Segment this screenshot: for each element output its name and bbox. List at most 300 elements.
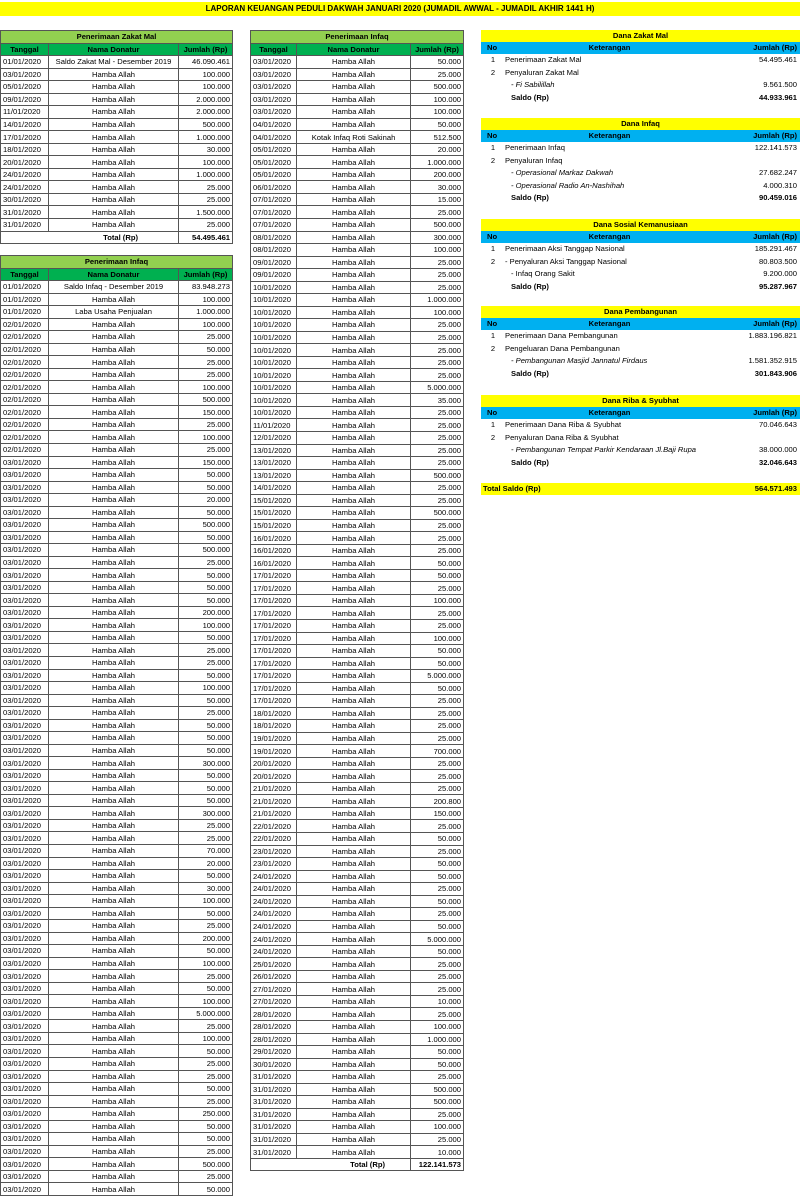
cell-jumlah: 50.000 <box>411 1046 464 1059</box>
table-row <box>1 1183 233 1196</box>
panel-row <box>481 281 800 294</box>
cell-jumlah: 25.000 <box>411 356 464 369</box>
cell-tanggal: 03/01/2020 <box>1 882 49 895</box>
cell-jumlah: 25.000 <box>179 1170 233 1183</box>
cell-jumlah: 100.000 <box>179 895 233 908</box>
cell-jumlah: 25.000 <box>411 782 464 795</box>
panel-row <box>481 142 800 155</box>
cell-jumlah: 25.000 <box>179 644 233 657</box>
cell-nama-donatur: Hamba Allah <box>49 870 179 883</box>
panel-row <box>481 79 800 92</box>
table-row <box>1 519 233 532</box>
cell-jumlah: 100.000 <box>179 619 233 632</box>
cell-nama-donatur: Hamba Allah <box>49 481 179 494</box>
cell-jumlah: 1.000.000 <box>411 156 464 169</box>
cell-jumlah: 150.000 <box>411 807 464 820</box>
cell-nama-donatur: Hamba Allah <box>49 494 179 507</box>
cell-nama-donatur: Hamba Allah <box>49 569 179 582</box>
row-keterangan: Penerimaan Dana Pembangunan <box>505 331 618 340</box>
table-row <box>1 932 233 945</box>
cell-tanggal: 01/01/2020 <box>1 281 49 294</box>
cell-jumlah: 300.000 <box>179 757 233 770</box>
table-row <box>1 1045 233 1058</box>
table-row <box>1 118 233 131</box>
table-row <box>251 1058 464 1071</box>
table-row <box>251 432 464 445</box>
row-no <box>481 444 505 457</box>
cell-jumlah: 25.000 <box>411 908 464 921</box>
cell-nama-donatur: Hamba Allah <box>49 957 179 970</box>
cell-nama-donatur: Hamba Allah <box>49 932 179 945</box>
panel-row <box>481 67 800 80</box>
col-jumlah: Jumlah (Rp) <box>411 43 464 56</box>
cell-tanggal: 24/01/2020 <box>1 181 49 194</box>
table-row <box>251 181 464 194</box>
col-jumlah: Jumlah (Rp) <box>753 131 797 140</box>
table-row <box>251 1008 464 1021</box>
table-row <box>1 657 233 670</box>
cell-jumlah: 500.000 <box>179 118 233 131</box>
table-row <box>251 707 464 720</box>
table-row <box>251 770 464 783</box>
row-jumlah: 38.000.000 <box>758 445 797 454</box>
row-keterangan: Pengeluaran Dana Pembangunan <box>505 343 620 353</box>
row-keterangan: Saldo (Rp) <box>511 281 549 291</box>
cell-jumlah: 1.000.000 <box>411 294 464 307</box>
cell-jumlah: 500.000 <box>179 519 233 532</box>
cell-tanggal: 13/01/2020 <box>251 457 297 470</box>
col-no: No <box>487 43 498 52</box>
row-no <box>481 281 505 294</box>
cell-jumlah: 25.000 <box>411 544 464 557</box>
row-keterangan: - Fi Sabilillah <box>511 80 555 89</box>
table-row <box>1 1158 233 1171</box>
cell-tanggal: 26/01/2020 <box>251 970 297 983</box>
table-row <box>251 732 464 745</box>
row-jumlah <box>714 343 800 356</box>
cell-tanggal: 03/01/2020 <box>1 569 49 582</box>
cell-tanggal: 18/01/2020 <box>251 720 297 733</box>
cell-tanggal: 03/01/2020 <box>1 932 49 945</box>
cell-tanggal: 03/01/2020 <box>1 506 49 519</box>
cell-nama-donatur: Hamba Allah <box>49 81 179 94</box>
cell-jumlah: 25.000 <box>411 845 464 858</box>
cell-jumlah: 1.000.000 <box>411 1033 464 1046</box>
cell-nama-donatur: Hamba Allah <box>49 707 179 720</box>
cell-tanggal: 03/01/2020 <box>1 1158 49 1171</box>
table-row <box>251 858 464 871</box>
cell-nama-donatur: Hamba Allah <box>49 156 179 169</box>
cell-tanggal: 03/01/2020 <box>1 619 49 632</box>
table-row <box>1 306 233 319</box>
cell-jumlah: 30.000 <box>179 882 233 895</box>
cell-nama-donatur: Hamba Allah <box>49 168 179 181</box>
cell-jumlah: 500.000 <box>411 218 464 231</box>
table-row <box>251 131 464 144</box>
cell-nama-donatur: Hamba Allah <box>297 807 411 820</box>
cell-jumlah: 25.000 <box>411 406 464 419</box>
cell-nama-donatur: Hamba Allah <box>49 343 179 356</box>
cell-nama-donatur: Hamba Allah <box>297 607 411 620</box>
cell-jumlah: 50.000 <box>179 769 233 782</box>
row-no: 1 <box>490 55 496 64</box>
cell-nama-donatur: Hamba Allah <box>49 657 179 670</box>
table-row <box>251 394 464 407</box>
table-row <box>1 181 233 194</box>
row-no <box>481 355 505 368</box>
cell-tanggal: 03/01/2020 <box>1 1145 49 1158</box>
cell-jumlah: 25.000 <box>411 707 464 720</box>
table-row <box>1 131 233 144</box>
cell-tanggal: 24/01/2020 <box>251 920 297 933</box>
cell-tanggal: 24/01/2020 <box>251 908 297 921</box>
table-row <box>251 670 464 683</box>
zakat-total-label: Total (Rp) <box>1 231 179 244</box>
row-no: 2 <box>490 155 496 165</box>
table-row <box>251 933 464 946</box>
cell-nama-donatur: Hamba Allah <box>297 369 411 382</box>
cell-nama-donatur: Hamba Allah <box>297 1020 411 1033</box>
cell-nama-donatur: Hamba Allah <box>297 1008 411 1021</box>
col-nama-donatur: Nama Donatur <box>49 268 179 281</box>
cell-nama-donatur: Hamba Allah <box>49 1108 179 1121</box>
row-keterangan: Penerimaan Infaq <box>505 143 565 152</box>
table-row <box>251 344 464 357</box>
infaq-mid-title: Penerimaan Infaq <box>251 31 464 44</box>
cell-jumlah: 50.000 <box>179 982 233 995</box>
table-row <box>251 168 464 181</box>
row-no: 2 <box>490 343 496 353</box>
cell-tanggal: 18/01/2020 <box>1 143 49 156</box>
col-no: No <box>487 408 498 417</box>
row-keterangan: - Pembangunan Tempat Parkir Kendaraan Jl.Baji Rupa <box>511 445 697 454</box>
row-no: 1 <box>490 143 496 152</box>
panel-row <box>481 155 800 168</box>
panel-row <box>481 457 800 470</box>
cell-jumlah: 500.000 <box>411 507 464 520</box>
cell-nama-donatur: Hamba Allah <box>297 745 411 758</box>
cell-jumlah: 50.000 <box>179 531 233 544</box>
table-row <box>1 694 233 707</box>
cell-nama-donatur: Hamba Allah <box>49 606 179 619</box>
panel-row <box>481 180 800 193</box>
table-row <box>251 218 464 231</box>
cell-jumlah: 100.000 <box>179 81 233 94</box>
col-keterangan: Keterangan <box>588 43 631 52</box>
table-row <box>251 406 464 419</box>
table-row <box>251 895 464 908</box>
row-no: 1 <box>490 420 496 429</box>
cell-tanggal: 24/01/2020 <box>251 883 297 896</box>
cell-tanggal: 03/01/2020 <box>1 481 49 494</box>
cell-tanggal: 03/01/2020 <box>1 68 49 81</box>
table-row <box>251 244 464 257</box>
cell-jumlah: 500.000 <box>179 1158 233 1171</box>
cell-tanggal: 24/01/2020 <box>251 870 297 883</box>
cell-tanggal: 10/01/2020 <box>251 344 297 357</box>
cell-nama-donatur: Hamba Allah <box>49 506 179 519</box>
panel-header <box>481 407 800 419</box>
table-row <box>251 306 464 319</box>
table-row <box>1 794 233 807</box>
cell-nama-donatur: Hamba Allah <box>297 507 411 520</box>
table-row <box>251 820 464 833</box>
cell-jumlah: 10.000 <box>411 1146 464 1159</box>
cell-jumlah: 50.000 <box>179 1045 233 1058</box>
row-jumlah: 1.883.196.821 <box>748 331 797 340</box>
cell-nama-donatur: Hamba Allah <box>297 732 411 745</box>
cell-jumlah: 200.800 <box>411 795 464 808</box>
cell-jumlah: 25.000 <box>411 820 464 833</box>
cell-tanggal: 03/01/2020 <box>1 694 49 707</box>
table-row <box>251 1133 464 1146</box>
cell-jumlah: 25.000 <box>411 269 464 282</box>
table-row <box>251 256 464 269</box>
cell-tanggal: 03/01/2020 <box>1 1032 49 1045</box>
cell-jumlah: 25.000 <box>179 418 233 431</box>
cell-tanggal: 03/01/2020 <box>1 757 49 770</box>
cell-jumlah: 25.000 <box>411 519 464 532</box>
cell-tanggal: 31/01/2020 <box>251 1108 297 1121</box>
row-keterangan: Penerimaan Zakat Mal <box>505 55 582 64</box>
infaq-total-label: Total (Rp) <box>251 1158 411 1171</box>
table-row <box>1 807 233 820</box>
panel-row <box>481 355 800 368</box>
cell-tanggal: 24/01/2020 <box>251 933 297 946</box>
table-row <box>1 832 233 845</box>
panel-row <box>481 167 800 180</box>
table-row <box>251 870 464 883</box>
cell-jumlah: 25.000 <box>411 419 464 432</box>
cell-tanggal: 10/01/2020 <box>251 356 297 369</box>
cell-tanggal: 03/01/2020 <box>1 1045 49 1058</box>
cell-tanggal: 03/01/2020 <box>1 732 49 745</box>
row-jumlah: 44.933.961 <box>758 92 797 102</box>
panel-title: Dana Sosial Kemanusiaan <box>481 219 800 231</box>
table-row <box>1 631 233 644</box>
cell-nama-donatur: Hamba Allah <box>49 1070 179 1083</box>
cell-jumlah: 1.000.000 <box>179 306 233 319</box>
cell-nama-donatur: Hamba Allah <box>297 845 411 858</box>
cell-tanggal: 03/01/2020 <box>251 68 297 81</box>
cell-tanggal: 31/01/2020 <box>251 1096 297 1109</box>
table-row <box>1 1133 233 1146</box>
col-no: No <box>487 319 498 328</box>
row-jumlah <box>714 155 800 168</box>
cell-nama-donatur: Hamba Allah <box>49 356 179 369</box>
cell-nama-donatur: Hamba Allah <box>49 819 179 832</box>
cell-tanggal: 03/01/2020 <box>1 982 49 995</box>
table-row <box>251 482 464 495</box>
cell-jumlah: 100.000 <box>411 1020 464 1033</box>
cell-tanggal: 25/01/2020 <box>251 958 297 971</box>
cell-jumlah: 50.000 <box>411 870 464 883</box>
cell-nama-donatur: Hamba Allah <box>297 933 411 946</box>
cell-jumlah: 100.000 <box>411 93 464 106</box>
cell-jumlah: 50.000 <box>179 1133 233 1146</box>
cell-jumlah: 500.000 <box>179 544 233 557</box>
cell-nama-donatur: Hamba Allah <box>49 882 179 895</box>
cell-jumlah: 25.000 <box>411 457 464 470</box>
cell-nama-donatur: Hamba Allah <box>49 794 179 807</box>
cell-tanggal: 11/01/2020 <box>1 106 49 119</box>
panel-row <box>481 192 800 205</box>
cell-tanggal: 31/01/2020 <box>251 1146 297 1159</box>
row-no <box>481 368 505 381</box>
table-row <box>251 369 464 382</box>
panel-row <box>481 92 800 105</box>
row-jumlah: 80.803.500 <box>758 256 797 266</box>
cell-jumlah: 50.000 <box>179 506 233 519</box>
table-row <box>251 1096 464 1109</box>
zakat-mal-table <box>0 30 233 244</box>
table-row <box>1 857 233 870</box>
cell-jumlah: 1.000.000 <box>179 131 233 144</box>
cell-nama-donatur: Hamba Allah <box>49 757 179 770</box>
cell-tanggal: 05/01/2020 <box>251 143 297 156</box>
table-row <box>1 782 233 795</box>
cell-jumlah: 100.000 <box>179 381 233 394</box>
cell-nama-donatur: Hamba Allah <box>297 632 411 645</box>
cell-jumlah: 20.000 <box>411 143 464 156</box>
table-row <box>1 606 233 619</box>
cell-nama-donatur: Hamba Allah <box>297 920 411 933</box>
dana-pembangunan-panel <box>481 306 800 380</box>
row-keterangan: Penyaluran Infaq <box>505 155 563 165</box>
table-row <box>1 1095 233 1108</box>
table-row <box>1 970 233 983</box>
col-tanggal: Tanggal <box>1 268 49 281</box>
cell-tanggal: 05/01/2020 <box>251 168 297 181</box>
cell-jumlah: 30.000 <box>411 181 464 194</box>
cell-nama-donatur: Hamba Allah <box>49 206 179 219</box>
cell-tanggal: 02/01/2020 <box>1 356 49 369</box>
cell-tanggal: 09/01/2020 <box>251 269 297 282</box>
cell-nama-donatur: Hamba Allah <box>297 168 411 181</box>
cell-nama-donatur: Hamba Allah <box>49 143 179 156</box>
row-jumlah: 90.459.016 <box>758 193 797 202</box>
cell-jumlah: 2.000.000 <box>179 106 233 119</box>
infaq-left-title: Penerimaan Infaq <box>1 256 233 269</box>
cell-nama-donatur: Hamba Allah <box>49 920 179 933</box>
cell-jumlah: 50.000 <box>179 744 233 757</box>
table-row <box>1 995 233 1008</box>
col-jumlah: Jumlah (Rp) <box>753 232 797 241</box>
cell-tanggal: 16/01/2020 <box>251 544 297 557</box>
table-row <box>251 619 464 632</box>
cell-nama-donatur: Hamba Allah <box>49 631 179 644</box>
cell-jumlah: 10.000 <box>411 995 464 1008</box>
cell-nama-donatur: Hamba Allah <box>49 1158 179 1171</box>
cell-tanggal: 20/01/2020 <box>1 156 49 169</box>
cell-nama-donatur: Hamba Allah <box>49 744 179 757</box>
cell-nama-donatur: Hamba Allah <box>49 594 179 607</box>
cell-tanggal: 08/01/2020 <box>251 244 297 257</box>
cell-jumlah: 100.000 <box>411 1121 464 1134</box>
table-row <box>251 632 464 645</box>
table-row <box>1 81 233 94</box>
table-row <box>251 845 464 858</box>
cell-tanggal: 03/01/2020 <box>1 1133 49 1146</box>
cell-nama-donatur: Hamba Allah <box>297 720 411 733</box>
table-row <box>251 494 464 507</box>
row-jumlah <box>714 67 800 80</box>
cell-jumlah: 50.000 <box>179 631 233 644</box>
cell-jumlah: 1.000.000 <box>179 168 233 181</box>
table-row <box>251 143 464 156</box>
cell-jumlah: 100.000 <box>179 995 233 1008</box>
dana-riba-syubhat-panel <box>481 395 800 469</box>
cell-tanggal: 28/01/2020 <box>251 1020 297 1033</box>
table-row <box>251 93 464 106</box>
cell-nama-donatur: Hamba Allah <box>49 531 179 544</box>
dana-infaq-panel <box>481 118 800 205</box>
cell-tanggal: 29/01/2020 <box>251 1046 297 1059</box>
cell-tanggal: 02/01/2020 <box>1 431 49 444</box>
cell-jumlah: 25.000 <box>411 206 464 219</box>
cell-nama-donatur: Saldo Zakat Mal - Desember 2019 <box>49 56 179 69</box>
cell-nama-donatur: Hamba Allah <box>297 682 411 695</box>
total-saldo-label: Total Saldo (Rp) <box>483 484 541 493</box>
cell-tanggal: 03/01/2020 <box>1 1020 49 1033</box>
cell-jumlah: 25.000 <box>179 1058 233 1071</box>
cell-nama-donatur: Hamba Allah <box>297 306 411 319</box>
cell-tanggal: 17/01/2020 <box>251 569 297 582</box>
cell-nama-donatur: Hamba Allah <box>49 443 179 456</box>
cell-tanggal: 08/01/2020 <box>251 231 297 244</box>
cell-nama-donatur: Hamba Allah <box>49 131 179 144</box>
cell-jumlah: 100.000 <box>411 306 464 319</box>
cell-nama-donatur: Hamba Allah <box>49 619 179 632</box>
cell-tanggal: 02/01/2020 <box>1 331 49 344</box>
cell-jumlah: 50.000 <box>179 481 233 494</box>
cell-nama-donatur: Hamba Allah <box>297 231 411 244</box>
cell-tanggal: 01/01/2020 <box>1 56 49 69</box>
cell-nama-donatur: Hamba Allah <box>49 1133 179 1146</box>
col-jumlah: Jumlah (Rp) <box>179 268 233 281</box>
cell-tanggal: 15/01/2020 <box>251 507 297 520</box>
table-row <box>251 331 464 344</box>
cell-tanggal: 03/01/2020 <box>1 1095 49 1108</box>
cell-tanggal: 31/01/2020 <box>1 206 49 219</box>
cell-tanggal: 03/01/2020 <box>1 819 49 832</box>
cell-tanggal: 16/01/2020 <box>251 532 297 545</box>
cell-tanggal: 02/01/2020 <box>1 443 49 456</box>
cell-tanggal: 04/01/2020 <box>251 131 297 144</box>
cell-nama-donatur: Hamba Allah <box>297 1046 411 1059</box>
table-row <box>251 469 464 482</box>
table-row <box>251 920 464 933</box>
cell-nama-donatur: Hamba Allah <box>297 782 411 795</box>
table-row <box>251 1146 464 1159</box>
table-row <box>251 594 464 607</box>
cell-nama-donatur: Hamba Allah <box>297 895 411 908</box>
table-row <box>251 682 464 695</box>
cell-jumlah: 50.000 <box>179 569 233 582</box>
table-row <box>1 356 233 369</box>
row-jumlah <box>714 432 800 445</box>
table-row <box>251 507 464 520</box>
cell-nama-donatur: Hamba Allah <box>297 457 411 470</box>
table-row <box>1 393 233 406</box>
table-row <box>251 745 464 758</box>
cell-jumlah: 50.000 <box>179 343 233 356</box>
table-row <box>1 318 233 331</box>
cell-tanggal: 03/01/2020 <box>251 93 297 106</box>
cell-tanggal: 19/01/2020 <box>251 732 297 745</box>
cell-jumlah: 50.000 <box>179 669 233 682</box>
table-row <box>251 795 464 808</box>
